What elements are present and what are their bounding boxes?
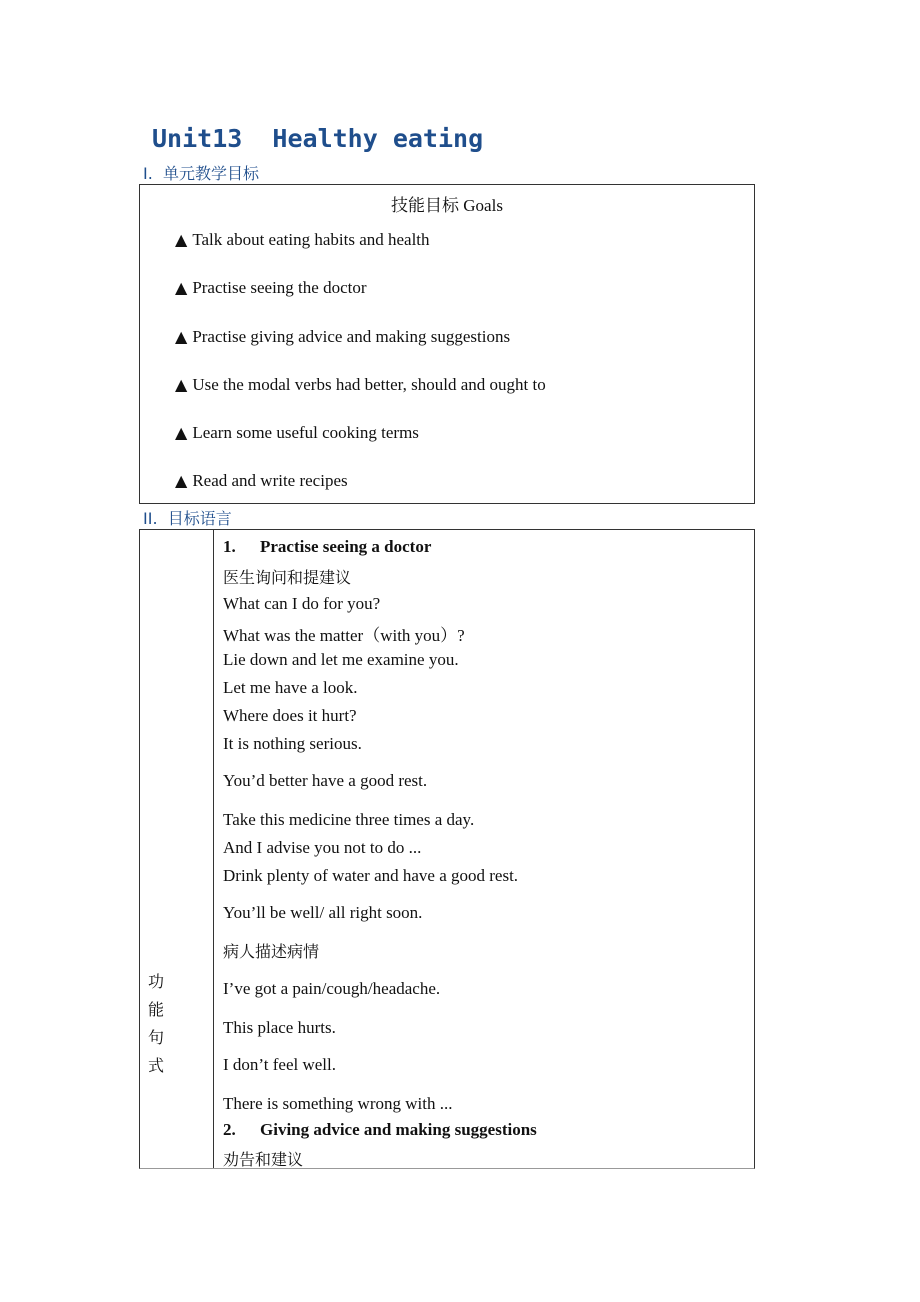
sentence-line: Take this medicine three times a day. [223, 810, 475, 829]
sentence-line: I don’t feel well. [223, 1055, 336, 1074]
label-char: 功 [148, 972, 165, 991]
goals-list [175, 230, 546, 520]
triangle-bullet-icon: ▲ [175, 423, 188, 443]
doctor-heading: 医生询问和提建议 [223, 568, 352, 587]
sentence-line: Drink plenty of water and have a good rest. [223, 866, 519, 885]
goal-item [175, 375, 546, 423]
part-2-heading [223, 1120, 537, 1140]
advice-heading: 劝告和建议 [223, 1150, 304, 1169]
goal-item [175, 327, 546, 375]
triangle-bullet-icon: ▲ [175, 326, 188, 346]
goal-text: Read and write recipes [192, 471, 348, 491]
sentence-line: You’ll be well/ all right soon. [223, 903, 423, 922]
goal-text: Use the modal verbs had better, should and ought to [192, 374, 546, 394]
label-char: 能 [148, 1000, 165, 1019]
label-char: 句 [148, 1028, 165, 1047]
part-2-title: Giving advice and making suggestions [260, 1120, 537, 1139]
triangle-bullet-icon: ▲ [175, 471, 188, 491]
sentence-line: Let me have a look. [223, 678, 358, 697]
patient-heading: 病人描述病情 [223, 942, 320, 961]
triangle-bullet-icon: ▲ [175, 374, 188, 394]
page-title: Unit13 Healthy eating [152, 124, 484, 153]
sentence-line: It is nothing serious. [223, 734, 362, 753]
sentence-line: Where does it hurt? [223, 706, 357, 725]
goal-item [175, 423, 546, 471]
goal-item [175, 278, 546, 326]
sentence-line: What was the matter（with you）? [223, 626, 465, 645]
section-1-heading: Ⅰ. 单元教学目标 [143, 164, 259, 183]
section-2-heading: ⅠⅠ. 目标语言 [143, 509, 232, 528]
sentence-line: I’ve got a pain/cough/headache. [223, 979, 441, 998]
sentence-line: There is something wrong with ... [223, 1094, 453, 1113]
sentence-line: Lie down and let me examine you. [223, 650, 459, 669]
part-2-number: 2. [223, 1120, 236, 1139]
goal-item [175, 230, 546, 278]
goals-heading: 技能目标 Goals [391, 196, 503, 215]
goal-text: Learn some useful cooking terms [192, 423, 419, 443]
goal-text: Talk about eating habits and health [192, 230, 430, 249]
triangle-bullet-icon: ▲ [175, 278, 188, 298]
row-label-functional-sentences [148, 968, 170, 1080]
sentence-line: And I advise you not to do ... [223, 838, 422, 857]
part-1-title: Practise seeing a doctor [260, 537, 432, 556]
part-1-number: 1. [223, 537, 236, 556]
goal-text: Practise giving advice and making suggestions [192, 326, 511, 346]
label-char: 式 [148, 1056, 165, 1075]
sentence-line: This place hurts. [223, 1018, 336, 1037]
column-divider [213, 530, 214, 1168]
target-language-table [139, 529, 755, 1169]
part-1-heading [223, 537, 431, 557]
sentence-line: What can I do for you? [223, 594, 381, 613]
triangle-bullet-icon: ▲ [175, 230, 188, 249]
goal-text: Practise seeing the doctor [192, 278, 367, 298]
sentence-line: You’d better have a good rest. [223, 771, 428, 790]
goals-table [139, 184, 755, 504]
